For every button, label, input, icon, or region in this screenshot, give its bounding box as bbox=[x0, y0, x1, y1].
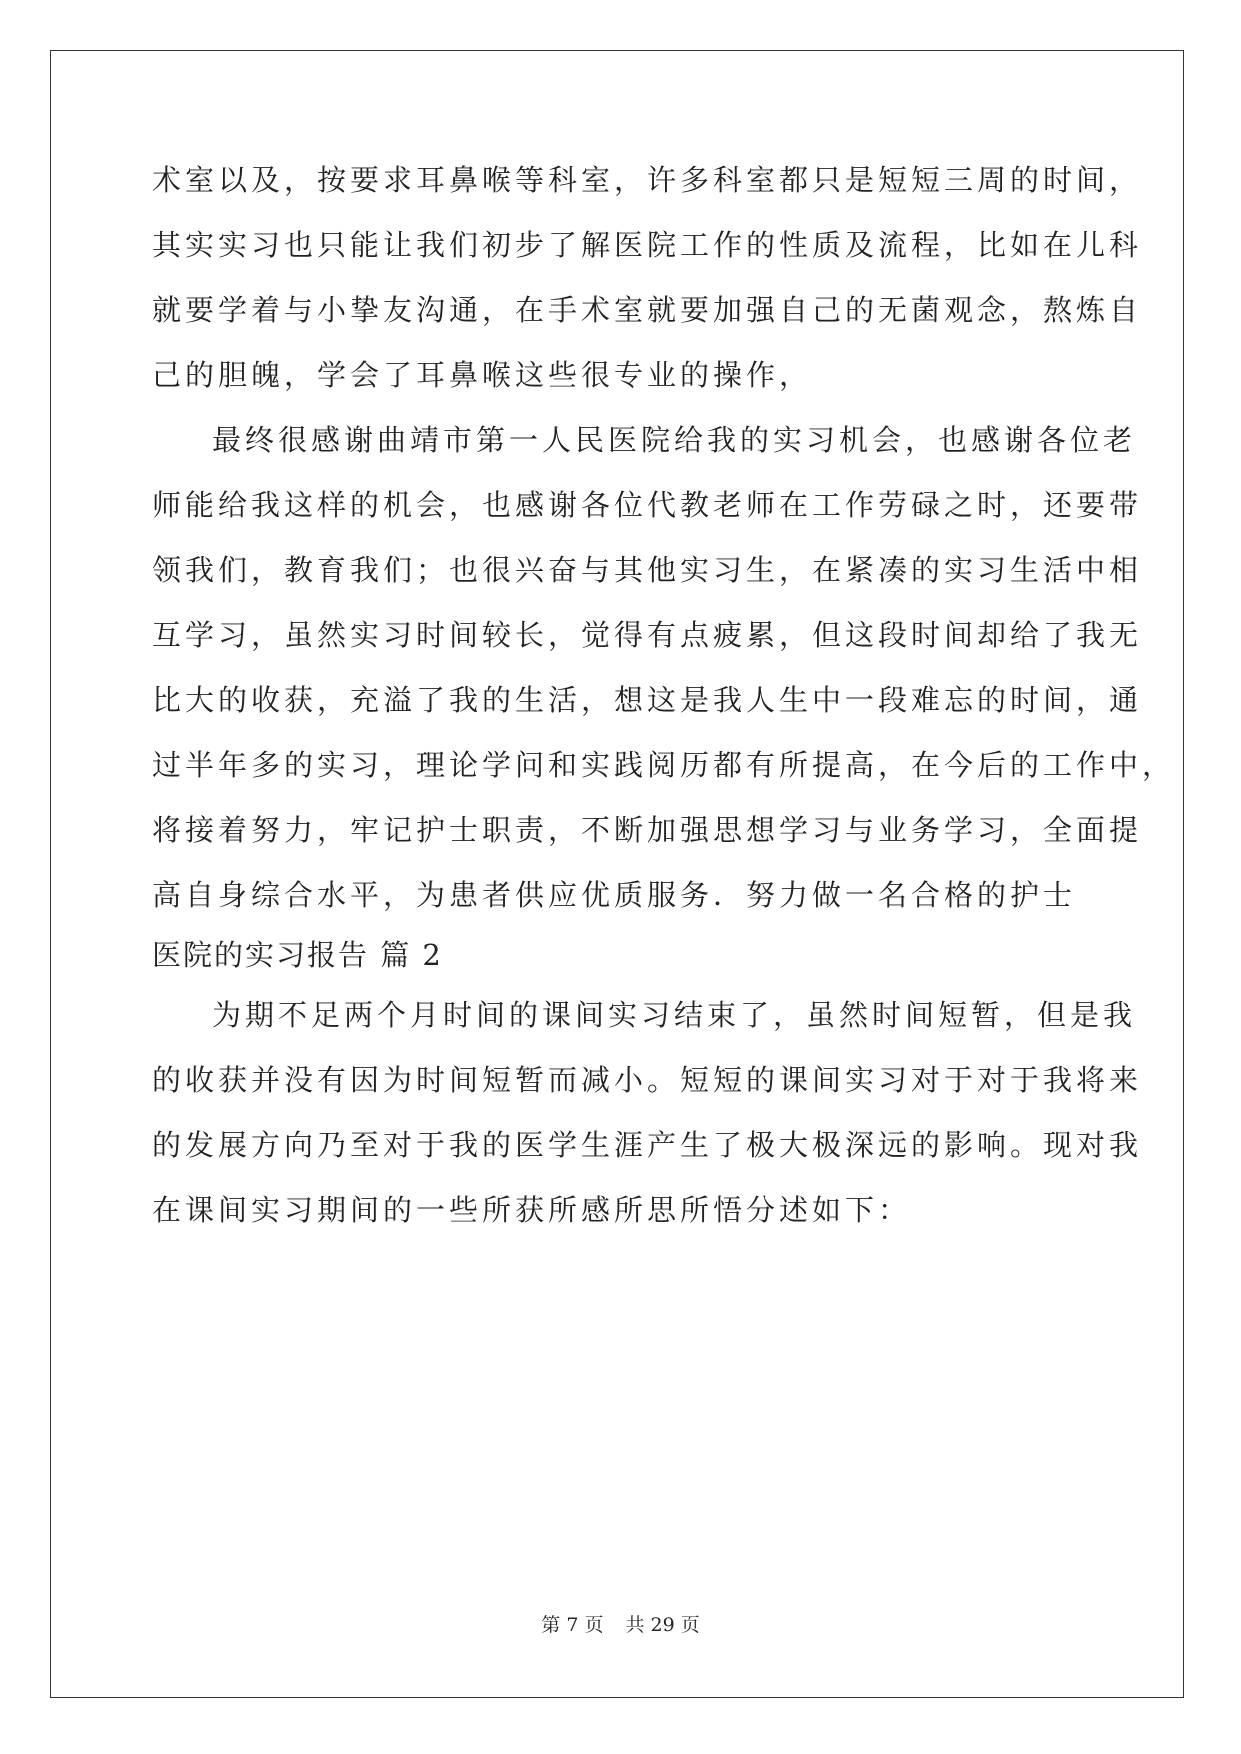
text-line: 在课间实习期间的一些所获所感所思所悟分述如下： bbox=[152, 1193, 912, 1227]
section-heading: 医院的实习报告 篇 2 bbox=[152, 938, 443, 972]
page-total: 共 29 页 bbox=[625, 1614, 700, 1636]
text-line: 就要学着与小挚友沟通，在手术室就要加强自己的无菌观念，熬炼自 bbox=[152, 293, 1143, 327]
text-line: 师能给我这样的机会，也感谢各位代教老师在工作劳碌之时，还要带 bbox=[152, 488, 1143, 522]
text-line: 的收获并没有因为时间短暂而减小。短短的课间实习对于对于我将来 bbox=[152, 1063, 1143, 1097]
paragraph-first-line: 最终很感谢曲靖市第一人民医院给我的实习机会，也感谢各位老 bbox=[212, 423, 1137, 457]
text-line: 术室以及，按要求耳鼻喉等科室，许多科室都只是短短三周的时间， bbox=[152, 163, 1143, 197]
text-line: 的发展方向乃至对于我的医学生涯产生了极大极深远的影响。现对我 bbox=[152, 1128, 1143, 1162]
text-line: 己的胆魄，学会了耳鼻喉这些很专业的操作， bbox=[152, 358, 813, 392]
text-line: 比大的收获，充溢了我的生活，想这是我人生中一段难忘的时间，通 bbox=[152, 683, 1143, 717]
text-line: 领我们，教育我们；也很兴奋与其他实习生，在紧凑的实习生活中相 bbox=[152, 553, 1143, 587]
page-number: 第 7 页 bbox=[541, 1614, 604, 1636]
text-line: 将接着努力，牢记护士职责，不断加强思想学习与业务学习，全面提 bbox=[152, 813, 1143, 847]
text-line: 过半年多的实习，理论学问和实践阅历都有所提高，在今后的工作中， bbox=[152, 748, 1176, 782]
paragraph-first-line: 为期不足两个月时间的课间实习结束了，虽然时间短暂，但是我 bbox=[212, 998, 1137, 1032]
text-line: 高自身综合水平，为患者供应优质服务．努力做一名合格的护士 bbox=[152, 878, 1077, 912]
text-line: 互学习，虽然实习时间较长，觉得有点疲累，但这段时间却给了我无 bbox=[152, 618, 1143, 652]
text-line: 其实实习也只能让我们初步了解医院工作的性质及流程，比如在儿科 bbox=[152, 228, 1143, 262]
page-footer bbox=[0, 1612, 1241, 1638]
